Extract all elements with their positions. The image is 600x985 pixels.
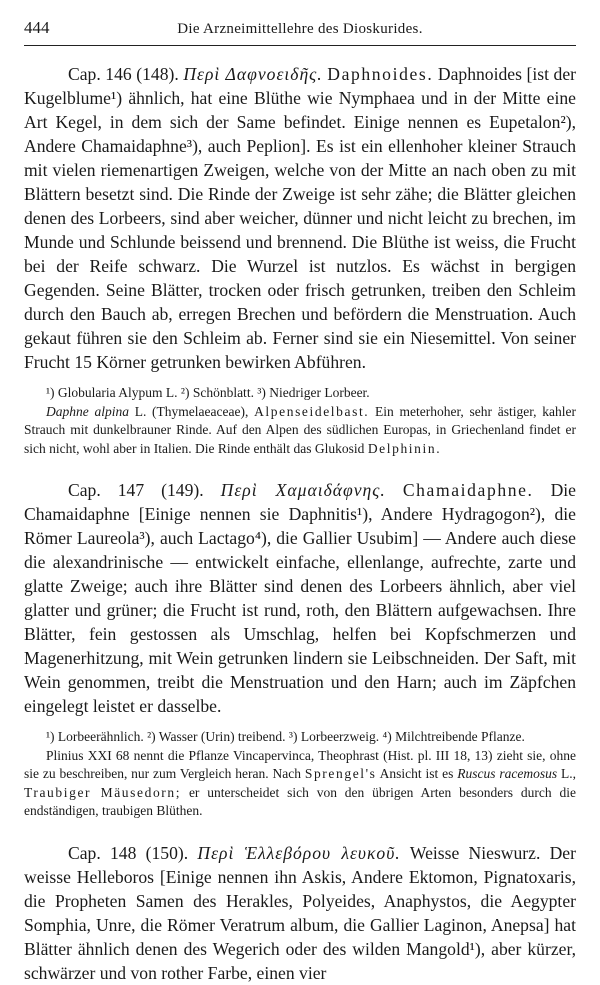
text-run: Daphnoides [ist der Kugelblume¹) ähnlich, hat eine Blüthe wie Nymphaea und in der Mitte eine Art Kegel, in dem sich der Same befindet. Einige nennen es Eupetalon²), Andere Chamaidaphne³), auch Peplion]. Es ist ein ellenhoher kleiner Strauch mit vielen riemenartigen Zweigen, welche von der Mitte an nach oben zu mit Blättern besetzt sind. Die Rinde der Zweige ist sehr zähe; die Blätter gleichen denen des Lorbeers, sind aber weicher, dünner und nicht leicht zu brechen, im Munde und Schlunde beissend und brennend. Die Blüthe ist weiss, die Frucht bei der Reife schwarz. Die Wurzel ist nutzlos. Es wächst in bergigen Gegenden. Seine Blätter, trocken oder frisch getrunken, treiben den Schleim durch den Bauch ab, erregen Brechen und befördern die Menstruation. Auch gekaut führen sie den Schleim ab. Ferner sind sie ein Niesemittel. Von seiner Frucht 15 Körner getrunken bewirken Abführen. [24, 64, 576, 372]
page-number: 444 [24, 18, 50, 37]
footnote-paragraph [24, 384, 576, 403]
greek-heading: Περὶ Ἑλλεβόρου λευκοῦ. [197, 842, 401, 863]
chapter-text [24, 841, 576, 985]
note-run: Delphinin. [367, 440, 442, 456]
text-run: Cap. 148 (150). [68, 842, 198, 863]
text-run: Cap. 146 (148). [68, 64, 184, 84]
chapter-text [24, 478, 576, 718]
text-run: Weisse Nieswurz. Der weisse Helleboros [Einige nennen ihn Askis, Andere Ektomon, Pignatoxaris, die Propheten Samen des Herakles, Polyeides, Anaphystos, die Aegypter Somphia, Unre, die Römer Veratrum album, die Gallier Laginon, Anepsa] hat Blätter ähnlich denen des Wegerich oder des wilden Mangold¹), aber kürzer, schwärzer und von rother Farbe, einen vier [24, 842, 576, 983]
note-run: Daphne alpina [46, 403, 129, 419]
note-run: L. (Thymelaeaceae), [128, 403, 255, 419]
note-run: ¹) Globularia Alypum L. ²) Schönblatt. ³) Niedriger Lorbeer. [46, 385, 370, 400]
text-run [386, 480, 403, 500]
note-run: L., [557, 766, 576, 781]
text-run: Cap. 147 (149). [68, 480, 221, 500]
chapter-section [24, 62, 576, 458]
text-run: Daphnoides. [327, 64, 434, 84]
note-run: Ansicht ist es [376, 766, 458, 781]
note-run: Alpenseidelbast. [254, 403, 370, 419]
note-run: Ein meterhoher, sehr ästiger, kahler Strauch mit dunkelbrauner Rinde. Auf den Alpen des südlichen Europas, in Griechenland findet er sich nicht, wohl aber in Italien. Die Rinde enthält das Glukosid [24, 403, 577, 456]
chapter-section [24, 478, 576, 821]
text-run: Chamaidaphne. [402, 480, 534, 500]
footnotes [24, 728, 576, 821]
running-title: Die Arzneimittellehre des Dioskurides. [177, 21, 423, 37]
chapter-section [24, 841, 576, 985]
page-content [24, 62, 576, 985]
note-run: er unterscheidet sich von den übrigen Arten besonders durch die endständigen, traubigen Blüthen. [24, 784, 576, 818]
footnote-paragraph [24, 747, 576, 821]
footnote-paragraph [24, 728, 576, 747]
note-run: Plinius XXI 68 nennt die Pflanze Vincapervinca, Theophrast (Hist. pl. III 18, 13) zieht sie, ohne sie zu beschreiben, nur zum Vergleich heran. Nach [24, 747, 576, 781]
greek-heading: Περὶ Δαφνοειδῆς. [183, 64, 323, 84]
greek-heading: Περὶ Χαμαιδάφνης. [220, 480, 386, 500]
text-run: Die Chamaidaphne [Einige nennen sie Daphnitis¹), Andere Hydragogon²), die Römer Laureola³), auch Lactago⁴), die Gallier Usubim] — Andere auch diese die alexandrinische — entwickelt einfache, ellenlange, aufrechte, zarte und glatte Zweige; auch ihre Blätter sind denen des Lorbeers ähnlich, aber viel glatter und grüner; die Frucht ist rund, roth, den Blättern aufgewachsen. Ihre Blätter, fein gestossen als Umschlag, helfen bei Kopfschmerzen und Magenerhitzung, mit Wein getrunken lindern sie Leibschneiden. Der Saft, mit Wein genommen, treibt die Menstruation und den Harn; auch im Zäpfchen eingelegt leistet er dasselbe. [24, 480, 576, 716]
note-run: Traubiger Mäusedorn; [24, 784, 182, 800]
note-run: Ruscus racemosus [457, 766, 558, 781]
footnote-paragraph [24, 403, 576, 459]
page-header [24, 0, 576, 46]
note-run: Sprengel's [304, 766, 377, 781]
footnotes [24, 384, 576, 458]
note-run: ¹) Lorbeerähnlich. ²) Wasser (Urin) treibend. ³) Lorbeerzweig. ⁴) Milchtreibende Pflanze. [46, 729, 525, 744]
chapter-text [24, 62, 576, 374]
